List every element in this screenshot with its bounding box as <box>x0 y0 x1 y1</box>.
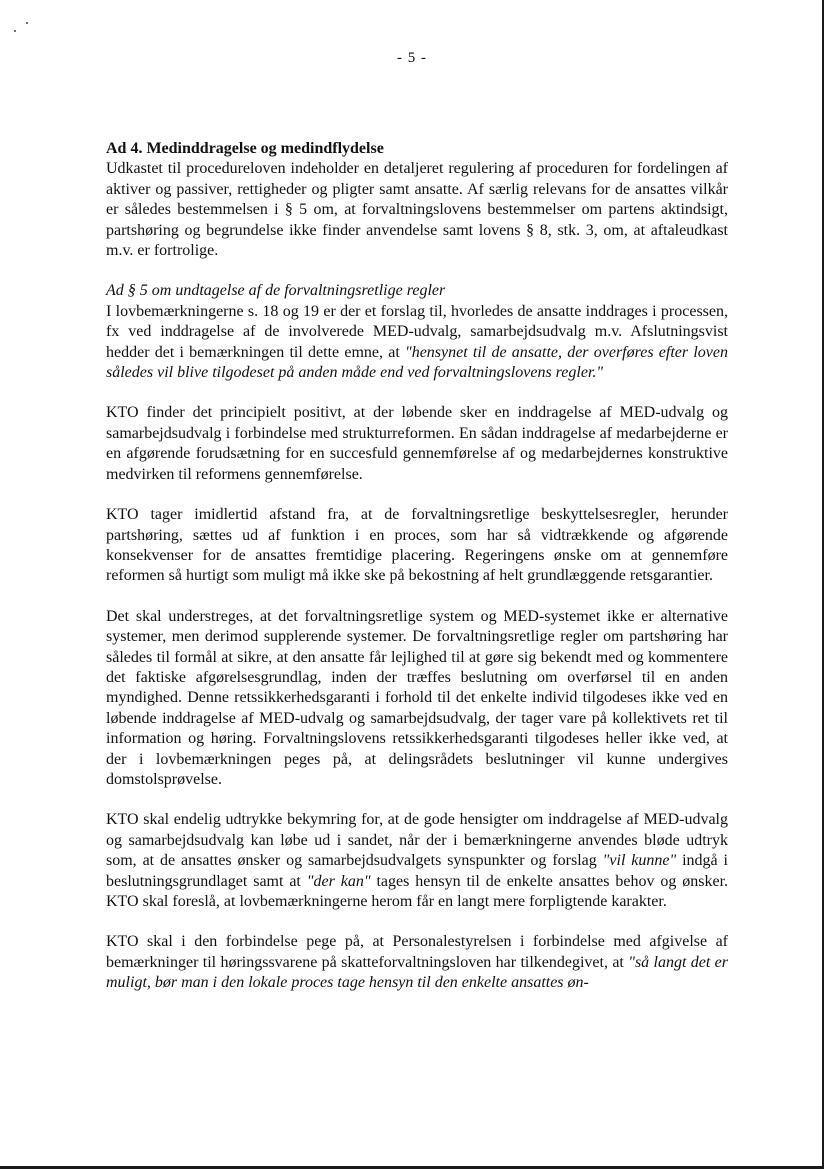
paragraph-supplementary-systems: Det skal understreges, at det forvaltningsretlige system og MED-systemet ikke er alternative systemer, men derimod supplerende systemer. De forvaltningsretlige regler om partshøring har således til formål at sikre, at den ansatte får lejlighed til at gøre sig bekendt med og kommentere det faktiske afgørelsesgrundlag, inden der træffes beslutning om overførsel til en anden myndighed. Denne retssikkerhedsgaranti i forhold til det enkelte individ tilgodeses ikke ved en løbende inddragelse af MED-udvalg og samarbejdsudvalg, der tager vare på kollektivets ret til information og høring. Forvaltningslovens retssikkerhedsgaranti tilgodeses heller ikke ved, at der i lovbemærkningen peges på, at delingsrådets beslutninger vil kunne undergives domstolsprøvelse. <box>106 607 728 788</box>
document-body <box>106 139 728 994</box>
paragraph-personalestyrelsen <box>106 932 728 993</box>
section-ad5-lead: I lovbemærkningerne s. 18 og 19 er der et forslag til, hvorledes de ansatte inddrages i processen, fx ved inddragelse af de involverede MED-udvalg, samarbejdsudvalg m.v. Afslutningsvist hedder det i bemærkningen til dette emne, at <box>106 302 728 361</box>
scan-speck <box>14 30 16 32</box>
quote-vil-kunne: "vil kunne" <box>602 852 677 870</box>
section-heading-ad4: Ad 4. Medinddragelse og medindflydelse <box>106 140 384 157</box>
scan-speck <box>26 22 28 24</box>
paragraph-concern-text: KTO skal endelig udtrykke bekymring for, at de gode hensigter om inddragelse af MED-udvalg og samarbejdsudvalg kan løbe ud i sandet, når der i bemærkningerne anvendes bløde udtryk som, at de ansattes ønsker og samarbejdsudvalgets synspunkter og forslag <box>106 811 728 870</box>
section-ad5-quote: "hensynet til de ansatte, der overføres efter loven således vil blive tilgodeset på anden måde end ved forvaltningslovens regler." <box>106 343 728 382</box>
section-ad4-body: Udkastet til procedureloven indeholder en detaljeret regulering af proceduren for fordelingen af aktiver og passiver, rettigheder og pligter samt ansatte. Af særlig relevans for de ansattes vilkår er således bestemmelsen i § 5 om, at forvaltningslovens bestemmelser om partens aktindsigt, partshøring og begrundelse ikke finder anvendelse samt lovens § 8, stk. 3, om, at aftaleudkast m.v. er fortrolige. <box>106 160 728 260</box>
paragraph-concern <box>106 810 728 912</box>
paragraph-personalestyrelsen-text: KTO skal i den forbindelse pege på, at Personalestyrelsen i forbindelse med afgivelse af bemærkninger til høringssvarene på skatteforvaltningsloven har tilkendegivet, at <box>106 933 728 971</box>
paragraph-objection: KTO tager imidlertid afstand fra, at de forvaltningsretlige beskyttelsesregler, herunder partshøring, sættes ud af funktion i en proces, som har så vidtrækkende og afgørende konsekvenser for de ansattes fremtidige placering. Regeringens ønske om at gennemføre reformen så hurtigt som muligt må ikke ske på bekostning af helt grundlæggende retsgarantier. <box>106 506 728 585</box>
paragraph-concern-text: tages hensyn til de enkelte ansattes behov og ønsker. KTO skal foreslå, at lovbemærkningerne herom får en langt mere forpligtende karakter. <box>106 872 729 910</box>
quote-personalestyrelsen: "så langt det er muligt, bør man i den lokale proces tage hensyn til den enkelte ansattes øn- <box>106 953 728 992</box>
section-ad5-body <box>106 302 728 384</box>
paragraph-concern-text: indgå i beslutningsgrundlaget samt at <box>106 852 728 890</box>
section-heading-ad5: Ad § 5 om undtagelse af de forvaltningsretlige regler <box>106 282 446 300</box>
quote-der-kan: "der kan" <box>306 872 371 890</box>
page-number: - 5 - <box>397 50 427 66</box>
paragraph-positive: KTO finder det principielt positivt, at der løbende sker en inddragelse af MED-udvalg og samarbejdsudvalg i forbindelse med strukturreformen. En sådan inddragelse af medarbejderne er en afgørende forudsætning for en succesfuld gennemførelse af og medarbejdernes konstruktive medvirken til reformens gennemførelse. <box>106 404 728 483</box>
